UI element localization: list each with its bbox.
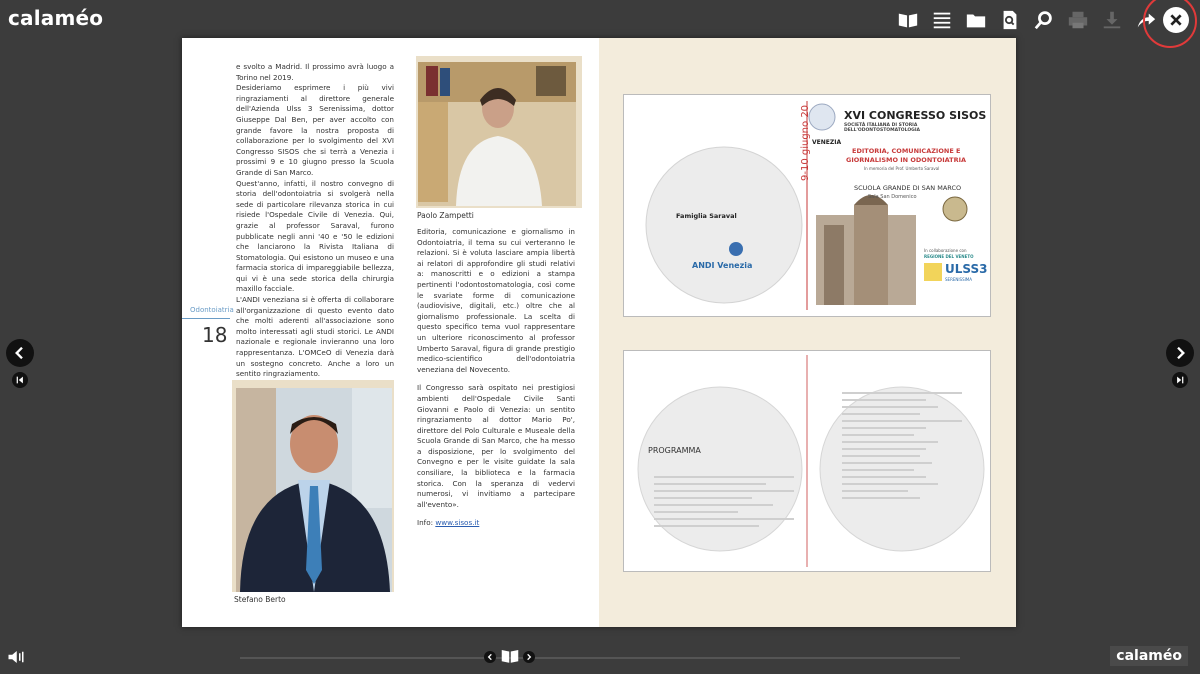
first-page-button[interactable] [12, 372, 28, 388]
paragraph: e svolto a Madrid. Il prossimo avrà luogo a Torino nel 2019. [236, 62, 394, 82]
page-number: 18 [202, 323, 228, 347]
poster-ulss-sub: SERENISSIMA [945, 277, 972, 282]
info-label: Info: [417, 518, 436, 528]
page-scrollbar[interactable] [240, 657, 960, 659]
paragraph: Editoria, comunicazione e giornalismo in Odontoiatria, il tema su cui verteranno le relazioni. Si è voluta lasciare ampia libertà ai relatori di approfondire gli studi relativi a: manoscritti e o edizioni a stampa pertinenti l'odontostomatologia, così come le svariate forme di comunicazione (audiovisive, digitali, etc.) oltre che al giornalismo professionale. La scelta di questo specifico tema vuol rappresentare un ulteriore riconoscimento al professor Umberto Saraval, figura di grande prestigio medico-scientifico dell'odontoiatria veneziana del Novecento. [417, 227, 575, 374]
caption-bottom: Stefano Berto [234, 595, 286, 604]
paragraph: L'ANDI veneziana si è offerta di collaborare all'organizzazione di questo evento dato che molti aderenti all'associazione sono molto interessati agli studi storici. Le ANDI nazionale e regionale invieranno una loro rappresentanza. L'OMCeO di Venezia darà un sostegno concreto. Anche a loro un sentito ringraziamento. [236, 295, 394, 379]
poster-programma: PROGRAMMA [648, 446, 701, 455]
congress-poster [623, 94, 991, 317]
scroll-prev-button[interactable] [484, 651, 496, 663]
program-list-right [842, 387, 962, 504]
poster-memoria: In memoria del Prof. Umberto Saraval [864, 166, 940, 171]
last-page-button[interactable] [1172, 372, 1188, 388]
folder-icon[interactable] [962, 6, 990, 34]
sound-icon[interactable] [6, 648, 26, 666]
download-icon[interactable] [1098, 6, 1126, 34]
right-page [599, 38, 1016, 627]
print-icon[interactable] [1064, 6, 1092, 34]
caption-top: Paolo Zampetti [417, 211, 474, 220]
poster-theme-line2: GIORNALISMO IN ODONTOIATRIA [846, 156, 967, 164]
paragraph: Quest'anno, infatti, il nostro convegno di storia dell'odontoiatria si svolgerà nella sede di particolare rilevanza storica in cui risiede l'Ospedale Civile di Venezia. Qui, grazie al professor Saraval, furono pubblicate negli anni '40 e '50 le edizioni che lanciarono la Rivista Italiana di Stomatologia. Qui esistono un museo e una farmacia storica di impareggiabile bellezza, qui vi è una sede storica della chirurgia maxillo facciale. [236, 178, 394, 294]
zoom-icon[interactable] [1030, 6, 1058, 34]
poster-dates: 9-10 giugno 20 [800, 104, 811, 181]
document-search-icon[interactable] [996, 6, 1024, 34]
text-column-right [417, 227, 575, 529]
scroll-thumb-book-icon[interactable] [498, 647, 522, 665]
poster-andi: ANDI Venezia [692, 261, 753, 270]
section-divider [182, 318, 230, 319]
text-column-left [236, 62, 394, 380]
info-link[interactable]: www.sisos.it [435, 518, 480, 528]
section-label: Odontoiatria [190, 306, 234, 314]
poster-title: XVI CONGRESSO SISOS [844, 109, 987, 122]
next-page-button[interactable] [1166, 339, 1194, 367]
poster-place: SCUOLA GRANDE DI SAN MARCO [854, 184, 962, 192]
close-icon[interactable] [1163, 7, 1189, 33]
book-icon[interactable] [894, 6, 922, 34]
poster-subtitle: SOCIETÀ ITALIANA DI STORIA DELL'ODONTOSTOMATOLOGIA [844, 123, 920, 133]
left-page [182, 38, 599, 627]
program-list-left [654, 471, 794, 532]
paragraph: Il Congresso sarà ospitato nei prestigiosi ambienti dell'Ospedale Civile Santi Giovanni e Paolo di Venezia: un sentito ringraziamento al dottor Mario Po', direttore del Polo Culturale e Museale della Scuola Grande di San Marco, che ha messo a disposizione, per lo svolgimento del Convegno e per le visite guidate la sala consiliare, la biblioteca e la farmacia storica. Con la speranza di vedervi numerosi, vi invitiamo a partecipare all'evento». [417, 383, 575, 509]
poster-collab: In collaborazione con [924, 248, 967, 253]
poster-theme-line1: EDITORIA, COMUNICAZIONE E [852, 147, 961, 155]
poster-famiglia: Famiglia Saraval [676, 212, 737, 220]
photo-stefano-berto [232, 380, 394, 592]
poster-regione: REGIONE DEL VENETO [924, 254, 974, 259]
photo-paolo-zampetti [416, 56, 582, 208]
program-poster [623, 350, 991, 572]
paragraph: Desideriamo esprimere i più vivi ringraziamenti al direttore generale dell'Azienda Ulss 3 Serenissima, dottor Giuseppe Dal Ben, per aver accolto con grande favore la nostra proposta di collaborazione per lo svolgimento del XVI Congresso SISOS che si terrà a Venezia i prossimi 9 e 10 giugno presso la Scuola Grande di San Marco. [236, 83, 394, 177]
bottom-calameo-logo[interactable]: calaméo [1110, 646, 1188, 666]
previous-page-button[interactable] [6, 339, 34, 367]
poster-city: VENEZIA [812, 139, 842, 146]
scroll-next-button[interactable] [523, 651, 535, 663]
calameo-logo[interactable]: calaméo [8, 6, 104, 30]
poster-sala: Sala San Domenico [868, 194, 917, 200]
book-spread[interactable] [182, 38, 1016, 627]
list-icon[interactable] [928, 6, 956, 34]
poster-ulss: ULSS3 [945, 262, 988, 276]
